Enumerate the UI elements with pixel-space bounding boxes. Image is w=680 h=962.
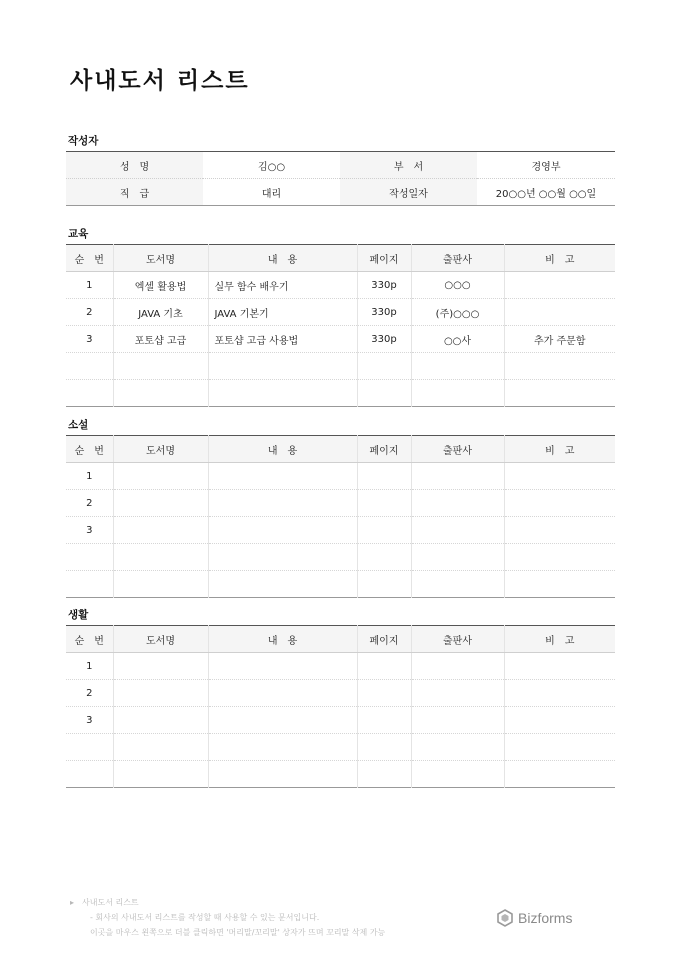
cell-pages <box>357 380 411 407</box>
cell-content <box>208 734 357 761</box>
cell-content: JAVA 기본기 <box>208 299 357 326</box>
table-row <box>66 680 615 707</box>
table-row <box>66 299 615 326</box>
cell-pages: 330p <box>357 326 411 353</box>
column-header-content: 내 용 <box>208 436 357 463</box>
cell-publisher <box>411 380 504 407</box>
cell-content <box>208 544 357 571</box>
cell-note <box>504 544 615 571</box>
cell-publisher <box>411 571 504 598</box>
cell-number: 1 <box>66 653 113 680</box>
table-row <box>66 490 615 517</box>
cell-title: JAVA 기초 <box>113 299 208 326</box>
cell-content: 포토샵 고급 사용법 <box>208 326 357 353</box>
cell-content <box>208 353 357 380</box>
table-row <box>66 571 615 598</box>
writer-info-table <box>66 151 615 206</box>
novel-table <box>66 435 615 598</box>
cell-content <box>208 680 357 707</box>
cell-number: 2 <box>66 490 113 517</box>
table-header-row <box>66 436 615 463</box>
cell-publisher: (주)○○○ <box>411 299 504 326</box>
novel-section-label: 소설 <box>68 419 89 431</box>
cell-pages: 330p <box>357 299 411 326</box>
date-value: 20○○년 ○○월 ○○일 <box>495 188 597 200</box>
table-row <box>66 380 615 407</box>
cell-publisher <box>411 517 504 544</box>
table-row <box>66 463 615 490</box>
column-header-content: 내 용 <box>208 245 357 272</box>
column-header-note: 비 고 <box>504 245 615 272</box>
cell-title <box>113 490 208 517</box>
cell-number: 1 <box>66 272 113 299</box>
cell-title <box>113 463 208 490</box>
table-row <box>66 353 615 380</box>
brand-logo <box>496 909 572 927</box>
column-header-publisher: 출판사 <box>411 245 504 272</box>
cell-note <box>504 299 615 326</box>
footer-hint: 이곳을 마우스 왼쪽으로 더블 클릭하면 '머리말/꼬리말' 상자가 뜨며 꼬리말 삭제 가능 <box>90 928 386 937</box>
cell-content <box>208 490 357 517</box>
cell-pages <box>357 761 411 788</box>
cell-pages <box>357 680 411 707</box>
cell-note <box>504 707 615 734</box>
column-header-note: 비 고 <box>504 436 615 463</box>
column-header-pages: 페이지 <box>357 245 411 272</box>
cell-number <box>66 761 113 788</box>
cell-publisher <box>411 544 504 571</box>
footer-description: - 회사의 사내도서 리스트를 작성할 때 사용할 수 있는 문서입니다. <box>90 913 320 922</box>
cell-pages: 330p <box>357 272 411 299</box>
cell-publisher: ○○사 <box>411 326 504 353</box>
page-title: 사내도서 리스트 <box>70 68 250 94</box>
cell-pages <box>357 544 411 571</box>
column-header-number: 순 번 <box>66 245 113 272</box>
hexagon-logo-icon <box>496 909 514 927</box>
table-row <box>66 653 615 680</box>
cell-pages <box>357 571 411 598</box>
cell-title <box>113 680 208 707</box>
column-header-content: 내 용 <box>208 626 357 653</box>
cell-publisher: ○○○ <box>411 272 504 299</box>
cell-note <box>504 380 615 407</box>
cell-pages <box>357 353 411 380</box>
cell-note <box>504 272 615 299</box>
date-label: 작성일자 <box>340 179 477 206</box>
cell-note <box>504 463 615 490</box>
cell-content <box>208 463 357 490</box>
cell-publisher <box>411 653 504 680</box>
cell-title <box>113 517 208 544</box>
cell-publisher <box>411 490 504 517</box>
cell-title <box>113 380 208 407</box>
cell-number: 2 <box>66 299 113 326</box>
column-header-number: 순 번 <box>66 626 113 653</box>
cell-title <box>113 353 208 380</box>
cell-note <box>504 680 615 707</box>
cell-number <box>66 571 113 598</box>
cell-content <box>208 517 357 544</box>
living-section-label: 생활 <box>68 609 89 621</box>
cell-publisher <box>411 353 504 380</box>
table-header-row <box>66 626 615 653</box>
cell-note <box>504 517 615 544</box>
table-row <box>66 272 615 299</box>
cell-note: 추가 주문함 <box>504 326 615 353</box>
cell-number <box>66 353 113 380</box>
column-header-publisher: 출판사 <box>411 626 504 653</box>
column-header-title: 도서명 <box>113 436 208 463</box>
rank-value: 대리 <box>261 188 282 200</box>
cell-title <box>113 544 208 571</box>
footer <box>70 895 385 940</box>
living-table <box>66 625 615 788</box>
rank-label: 직 급 <box>66 179 203 206</box>
cell-number: 1 <box>66 463 113 490</box>
cell-title <box>113 571 208 598</box>
table-row <box>66 707 615 734</box>
cell-publisher <box>411 707 504 734</box>
department-label: 부 서 <box>340 152 477 179</box>
cell-title <box>113 707 208 734</box>
column-header-title: 도서명 <box>113 245 208 272</box>
cell-note <box>504 571 615 598</box>
cell-number <box>66 380 113 407</box>
cell-pages <box>357 707 411 734</box>
cell-note <box>504 353 615 380</box>
cell-content <box>208 380 357 407</box>
cell-content <box>208 571 357 598</box>
cell-pages <box>357 734 411 761</box>
table-row <box>66 761 615 788</box>
cell-content <box>208 761 357 788</box>
cell-number: 3 <box>66 517 113 544</box>
cell-number: 2 <box>66 680 113 707</box>
cell-number: 3 <box>66 326 113 353</box>
cell-publisher <box>411 761 504 788</box>
cell-pages <box>357 653 411 680</box>
name-label: 성 명 <box>66 152 203 179</box>
cell-note <box>504 761 615 788</box>
cell-title: 엑셀 활용법 <box>113 272 208 299</box>
name-value: 김○○ <box>203 152 340 179</box>
cell-note <box>504 653 615 680</box>
cell-content <box>208 653 357 680</box>
table-row <box>66 544 615 571</box>
education-table <box>66 244 615 407</box>
cell-number <box>66 544 113 571</box>
cell-pages <box>357 490 411 517</box>
brand-name: Bizforms <box>518 910 573 926</box>
writer-section-label: 작성자 <box>68 135 99 147</box>
column-header-publisher: 출판사 <box>411 436 504 463</box>
cell-note <box>504 734 615 761</box>
cell-note <box>504 490 615 517</box>
cell-number <box>66 734 113 761</box>
cell-content <box>208 707 357 734</box>
footer-title: ▸ 사내도서 리스트 <box>70 898 139 907</box>
table-row <box>66 734 615 761</box>
column-header-title: 도서명 <box>113 626 208 653</box>
cell-pages <box>357 517 411 544</box>
education-section-label: 교육 <box>68 228 89 240</box>
cell-publisher <box>411 680 504 707</box>
table-row <box>66 517 615 544</box>
cell-title <box>113 734 208 761</box>
cell-pages <box>357 463 411 490</box>
writer-row <box>66 152 615 179</box>
table-header-row <box>66 245 615 272</box>
writer-row <box>66 179 615 206</box>
column-header-pages: 페이지 <box>357 436 411 463</box>
column-header-number: 순 번 <box>66 436 113 463</box>
column-header-pages: 페이지 <box>357 626 411 653</box>
cell-publisher <box>411 734 504 761</box>
department-value: 경영부 <box>477 152 615 179</box>
cell-content: 실무 함수 배우기 <box>208 272 357 299</box>
column-header-note: 비 고 <box>504 626 615 653</box>
cell-number: 3 <box>66 707 113 734</box>
cell-title: 포토샵 고급 <box>113 326 208 353</box>
cell-title <box>113 761 208 788</box>
table-row <box>66 326 615 353</box>
cell-publisher <box>411 463 504 490</box>
cell-title <box>113 653 208 680</box>
